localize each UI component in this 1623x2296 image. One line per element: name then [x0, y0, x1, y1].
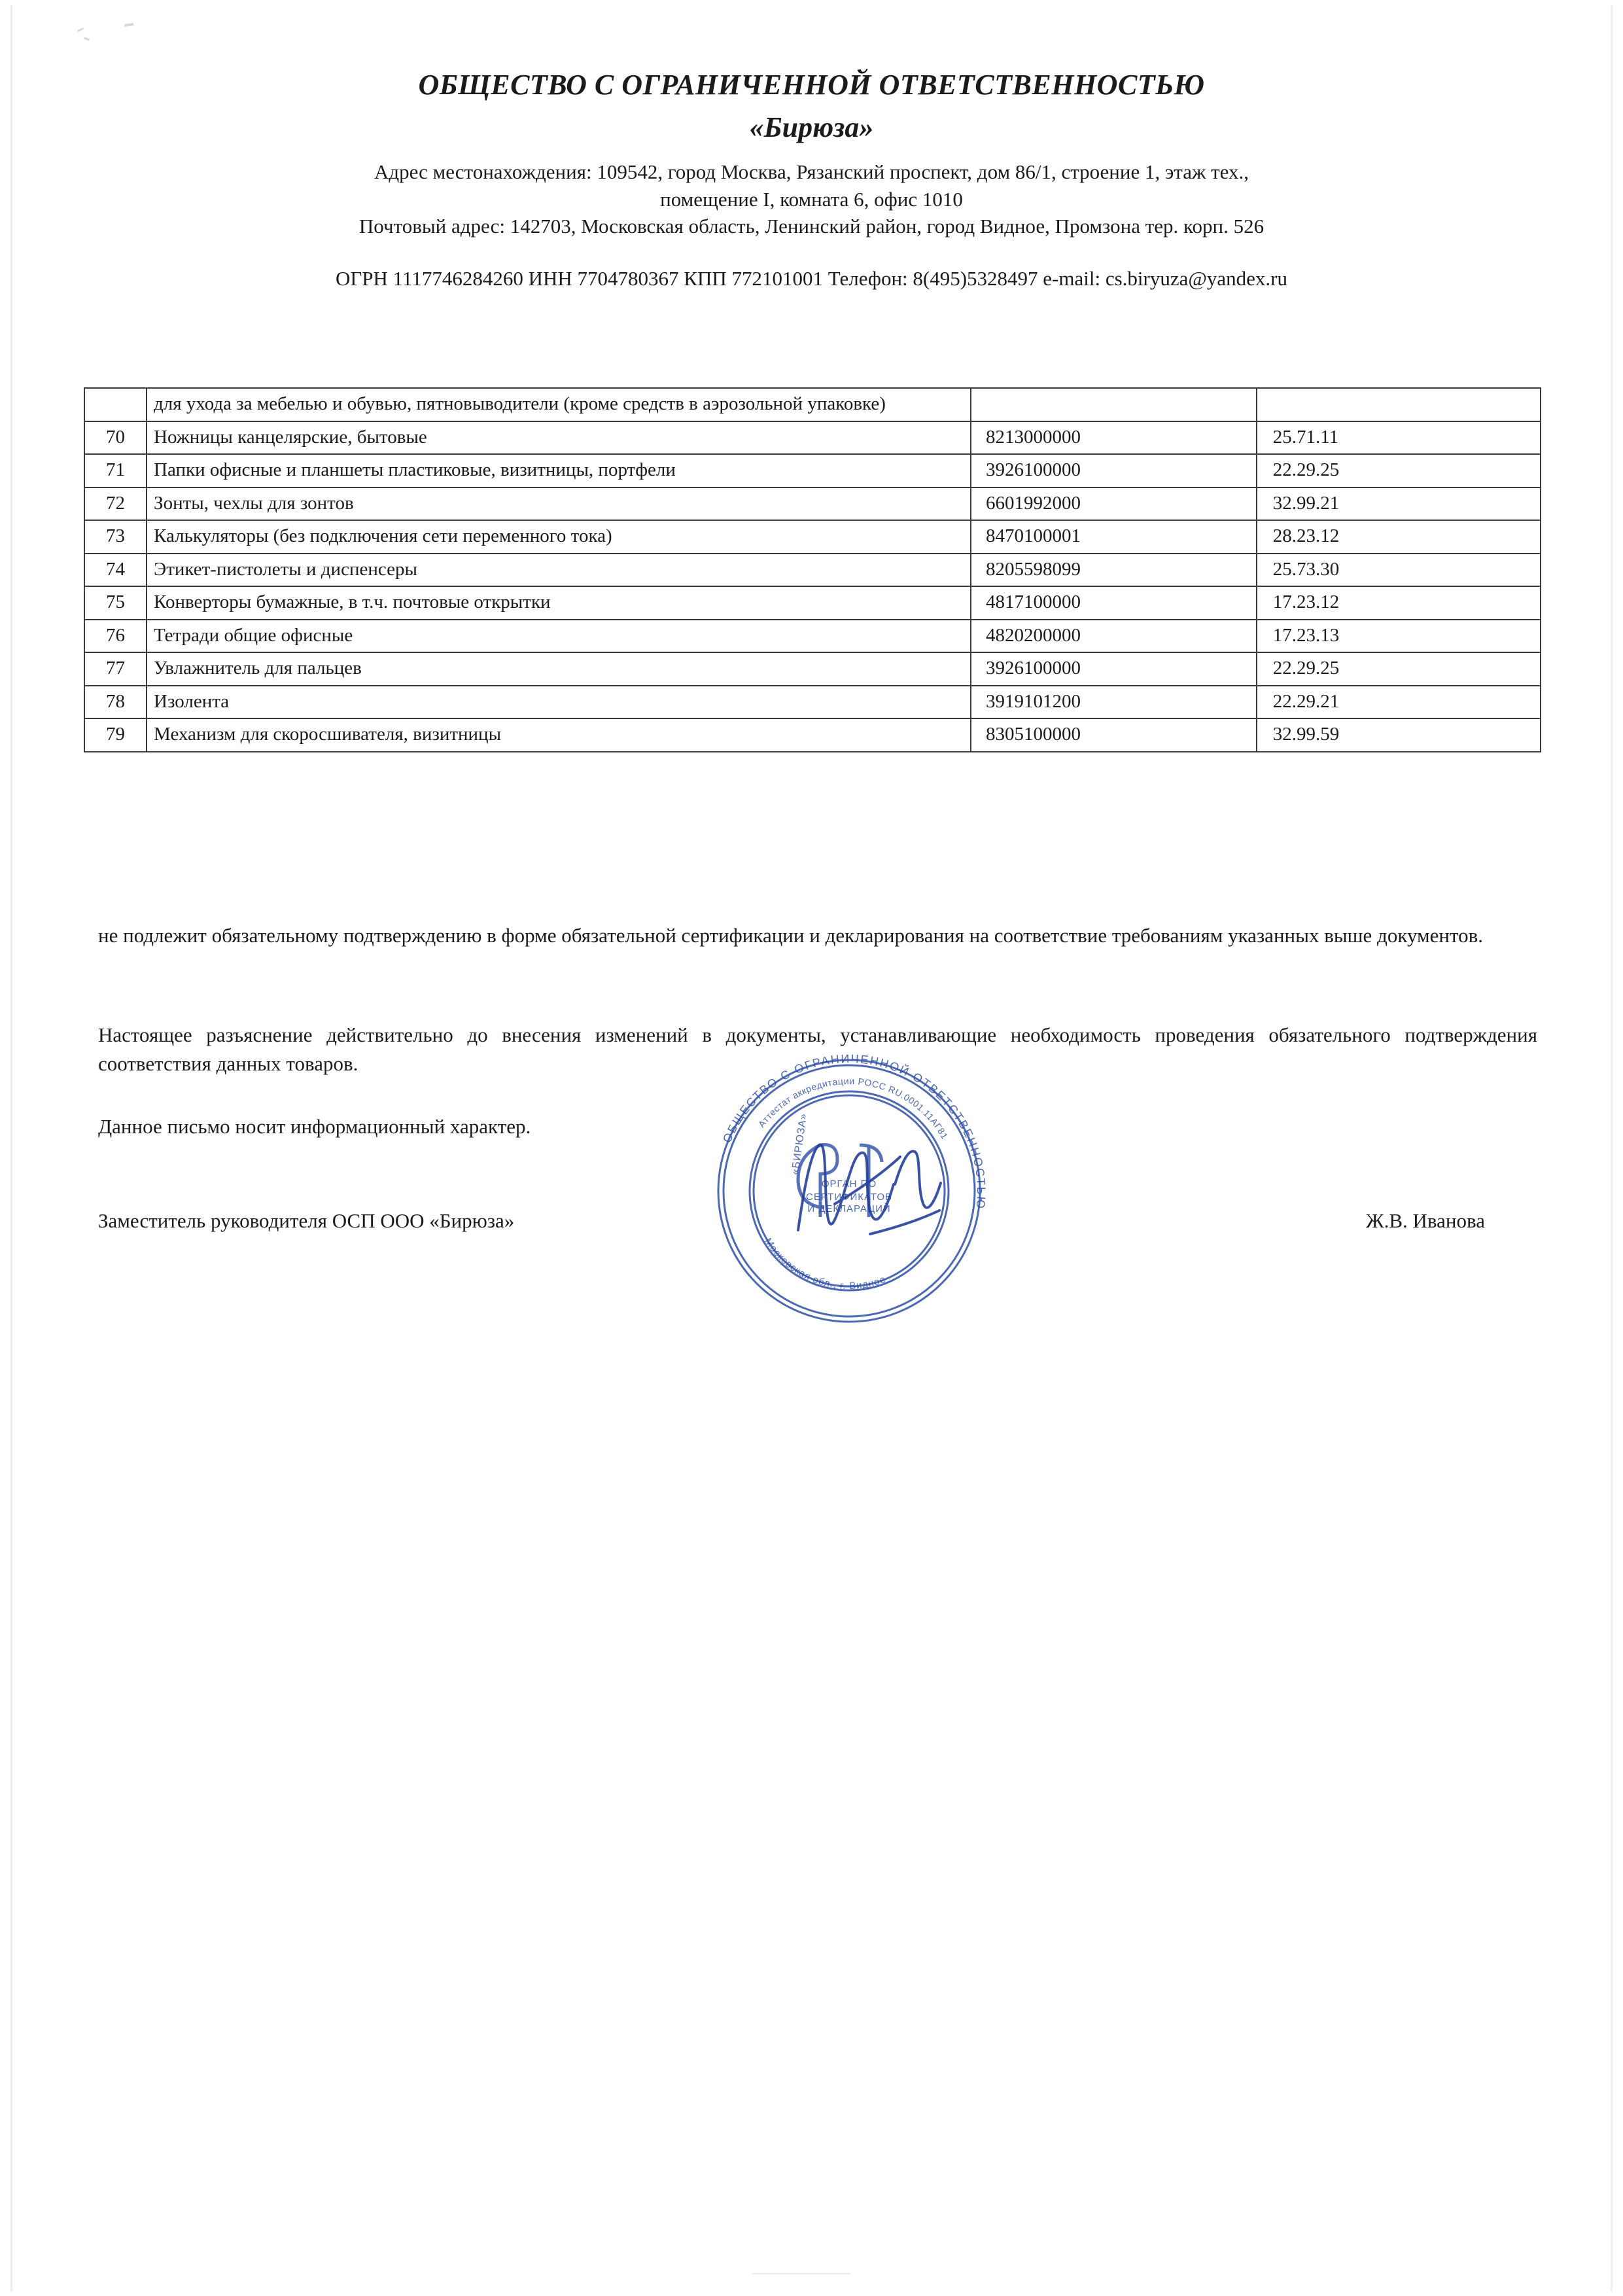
table-row	[84, 620, 1541, 653]
cell-okpd: 22.29.25	[1257, 454, 1541, 487]
cell-okpd: 22.29.25	[1257, 652, 1541, 686]
contacts-line: Телефон: 8(495)5328497 e-mail: cs.biryuza@yandex.ru	[828, 266, 1288, 290]
body-paragraph-3: Данное письмо носит информационный характер.	[98, 1115, 531, 1138]
svg-text:ОБЩЕСТВО С ОГРАНИЧЕННОЙ ОТВЕТС: ОБЩЕСТВО С ОГРАНИЧЕННОЙ ОТВЕТСТВЕННОСТЬЮ	[720, 1051, 988, 1210]
svg-text:«БИРЮЗА»: «БИРЮЗА»	[790, 1112, 810, 1176]
cell-okpd: 25.73.30	[1257, 554, 1541, 587]
scan-artifact-bottom	[752, 2273, 850, 2274]
table-row	[84, 388, 1541, 421]
scan-edge-left	[10, 5, 12, 2291]
cell-code: 3919101200	[971, 686, 1257, 719]
org-title-line1: ОБЩЕСТВО С ОГРАНИЧЕННОЙ ОТВЕТСТВЕННОСТЬЮ	[418, 69, 1205, 101]
registration-line: ОГРН 1117746284260 ИНН 7704780367 КПП 772101001	[335, 266, 823, 290]
document-header	[0, 0, 1623, 292]
cell-okpd: 17.23.13	[1257, 620, 1541, 653]
cell-name: Ножницы канцелярские, бытовые	[147, 421, 971, 455]
cell-num: 70	[84, 421, 147, 455]
cell-code: 3926100000	[971, 652, 1257, 686]
cell-okpd: 25.71.11	[1257, 421, 1541, 455]
table-row	[84, 652, 1541, 686]
cell-code: 8205598099	[971, 554, 1257, 587]
cell-name: Этикет-пистолеты и диспенсеры	[147, 554, 971, 587]
cell-name: Калькуляторы (без подключения сети переменного тока)	[147, 520, 971, 554]
goods-table	[84, 387, 1541, 752]
org-title-line2: «Бирюза»	[749, 111, 874, 143]
cell-code: 4820200000	[971, 620, 1257, 653]
table-row	[84, 487, 1541, 521]
signature-name: Ж.В. Иванова	[1365, 1209, 1485, 1232]
address-legal-line2: помещение I, комната 6, офис 1010	[660, 187, 963, 211]
cell-num: 74	[84, 554, 147, 587]
cell-num: 76	[84, 620, 147, 653]
signature-position: Заместитель руководителя ОСП ООО «Бирюза»	[98, 1209, 515, 1232]
goods-table-body	[84, 388, 1541, 752]
table-row	[84, 520, 1541, 554]
cell-name: для ухода за мебелью и обувью, пятновыводители (кроме средств в аэрозольной упаковке)	[147, 388, 971, 421]
table-row	[84, 686, 1541, 719]
cell-num	[84, 388, 147, 421]
cell-code: 4817100000	[971, 586, 1257, 620]
cell-num: 71	[84, 454, 147, 487]
cell-code: 8470100001	[971, 520, 1257, 554]
signature-row	[98, 1209, 1537, 1233]
address-postal: Почтовый адрес: 142703, Московская область, Ленинский район, город Видное, Промзона тер. корп. 526	[358, 215, 1265, 238]
address-legal-line1: Адрес местонахождения: 109542, город Москва, Рязанский проспект, дом 86/1, строение 1, этаж тех.,	[374, 160, 1249, 183]
cell-okpd: 17.23.12	[1257, 586, 1541, 620]
cell-num: 73	[84, 520, 147, 554]
table-row	[84, 454, 1541, 487]
scan-edge-right	[1611, 5, 1613, 2291]
svg-text:СЕРТИФИКАТОВ: СЕРТИФИКАТОВ	[805, 1192, 893, 1203]
cell-name: Конверторы бумажные, в т.ч. почтовые открытки	[147, 586, 971, 620]
cell-name: Папки офисные и планшеты пластиковые, визитницы, портфели	[147, 454, 971, 487]
cell-okpd: 28.23.12	[1257, 520, 1541, 554]
registration-block	[0, 265, 1623, 292]
body-paragraph-2: Настоящее разъяснение действительно до внесения изменений в документы, устанавливающие необходимость проведения обязательного подтверждения соответствия данных товаров.	[98, 1023, 1537, 1076]
svg-text:ОРГАН ПО: ОРГАН ПО	[821, 1178, 877, 1190]
cell-okpd: 32.99.59	[1257, 718, 1541, 752]
cell-name: Увлажнитель для пальцев	[147, 652, 971, 686]
table-row	[84, 554, 1541, 587]
cell-num: 77	[84, 652, 147, 686]
cell-name: Тетради общие офисные	[147, 620, 971, 653]
goods-table-wrapper	[84, 387, 1541, 752]
svg-text:Московская обл., г. Видное: Московская обл., г. Видное	[762, 1236, 888, 1292]
address-block	[0, 158, 1623, 240]
cell-code	[971, 388, 1257, 421]
svg-text:Аттестат аккредитации РОСС RU.: Аттестат аккредитации РОСС RU.0001.11АГ81	[756, 1075, 951, 1141]
cell-num: 72	[84, 487, 147, 521]
table-row	[84, 421, 1541, 455]
cell-code: 8213000000	[971, 421, 1257, 455]
cell-okpd: 32.99.21	[1257, 487, 1541, 521]
cell-num: 78	[84, 686, 147, 719]
body-paragraph-1: не подлежит обязательному подтверждению в форме обязательной сертификации и декларирования на соответствие требованиям указанных выше документов.	[98, 924, 1484, 947]
cell-num: 75	[84, 586, 147, 620]
company-stamp	[705, 1047, 993, 1335]
cell-num: 79	[84, 718, 147, 752]
svg-text:И ДЕКЛАРАЦИЙ: И ДЕКЛАРАЦИЙ	[807, 1203, 891, 1214]
table-row	[84, 718, 1541, 752]
table-row	[84, 586, 1541, 620]
cell-code: 3926100000	[971, 454, 1257, 487]
cell-name: Зонты, чехлы для зонтов	[147, 487, 971, 521]
cell-code: 8305100000	[971, 718, 1257, 752]
cell-name: Механизм для скоросшивателя, визитницы	[147, 718, 971, 752]
cell-code: 6601992000	[971, 487, 1257, 521]
cell-name: Изолента	[147, 686, 971, 719]
cell-okpd	[1257, 388, 1541, 421]
cell-okpd: 22.29.21	[1257, 686, 1541, 719]
